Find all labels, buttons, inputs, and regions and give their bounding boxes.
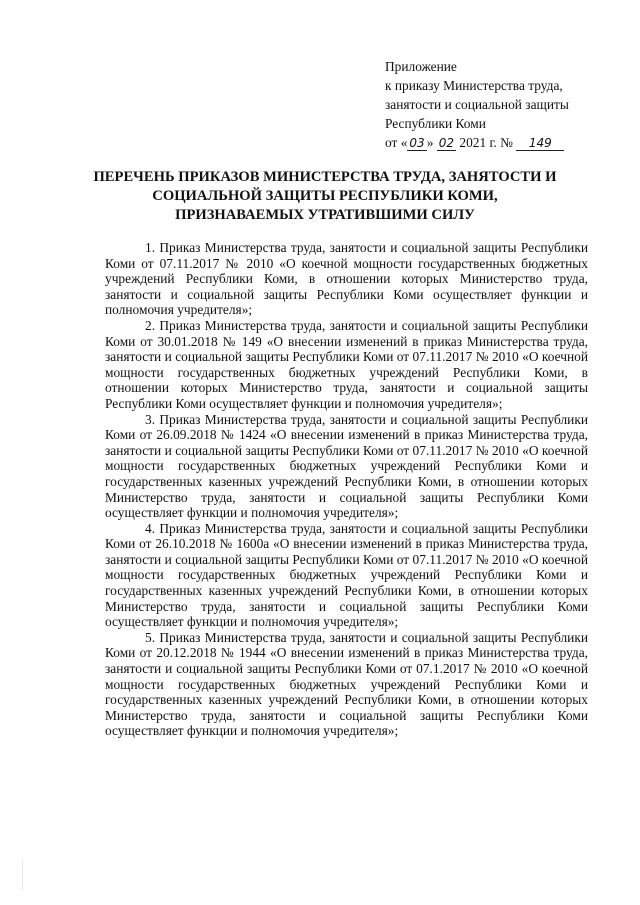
appendix-date-line	[385, 133, 625, 152]
list-item: 4. Приказ Министерства труда, занятости и социальной защиты Республики Коми от 26.10.2018 № 1600а «О внесении изменений в приказ Министерства труда, занятости и социальной защиты Республики Коми от 07.11.2017 № 2010 «О коечной мощности государственных бюджетных учреждений Республики Коми и государственных казенных учреждений Республики Коми, в отношении которых Министерство труда, занятости и социальной защиты Республики Коми осуществляет функции и полномочия учредителя»;	[105, 520, 588, 630]
list-item: 2. Приказ Министерства труда, занятости и социальной защиты Республики Коми от 30.01.2018 № 149 «О внесении изменений в приказ Министерства труда, занятости и социальной защиты Республики Коми от 07.11.2017 № 2010 «О коечной мощности государственных бюджетных учреждений Республики Коми, в отношении которых Министерство труда, занятости и социальной защиты Республики Коми осуществляет функции и полномочия учредителя»;	[105, 317, 588, 411]
list-item: 5. Приказ Министерства труда, занятости и социальной защиты Республики Коми от 20.12.2018 № 1944 «О внесении изменений в приказ Министерства труда, занятости и социальной защиты Республики Коми от 07.1.2017 № 2010 «О коечной мощности государственных бюджетных учреждений Республики Коми и государственных казенных учреждений Республики Коми, в отношении которых Министерство труда, занятости и социальной защиты Республики Коми осуществляет функции и полномочия учредителя»;	[105, 629, 588, 739]
handwritten-month: 02	[438, 136, 455, 150]
appendix-line: к приказу Министерства труда,	[385, 78, 563, 93]
appendix-header	[385, 57, 625, 152]
scan-artifact	[22, 860, 23, 890]
handwritten-order-number: 149	[516, 136, 564, 151]
date-prefix: от «	[385, 135, 408, 150]
handwritten-day: 03	[409, 136, 425, 150]
list-item: 3. Приказ Министерства труда, занятости и социальной защиты Республики Коми от 26.09.2018 № 1424 «О внесении изменений в приказ Министерства труда, занятости и социальной защиты Республики Коми от 07.11.2017 № 2010 «О коечной мощности государственных бюджетных учреждений Республики Коми и государственных казенных учреждений Республики Коми, в отношении которых Министерство труда, занятости и социальной защиты Республики Коми осуществляет функции и полномочия учредителя»;	[105, 411, 588, 521]
document-body	[105, 240, 588, 739]
date-mid: »	[426, 135, 437, 150]
document-title: ПЕРЕЧЕНЬ ПРИКАЗОВ МИНИСТЕРСТВА ТРУДА, ЗАНЯТОСТИ И СОЦИАЛЬНОЙ ЗАЩИТЫ РЕСПУБЛИКИ КОМИ, ПРИЗНАВАЕМЫХ УТРАТИВШИМИ СИЛУ	[93, 169, 557, 223]
list-item: 1. Приказ Министерства труда, занятости и социальной защиты Республики Коми от 07.11.2017 № 2010 «О коечной мощности государственных бюджетных учреждений Республики Коми, в отношении которых Министерство труда, занятости и социальной защиты Республики Коми осуществляет функции и полномочия учредителя»;	[105, 240, 588, 318]
appendix-line: Приложение	[385, 59, 457, 74]
appendix-line: занятости и социальной защиты	[385, 97, 569, 112]
date-year: 2021 г. №	[456, 135, 517, 150]
appendix-line: Республики Коми	[385, 116, 486, 131]
